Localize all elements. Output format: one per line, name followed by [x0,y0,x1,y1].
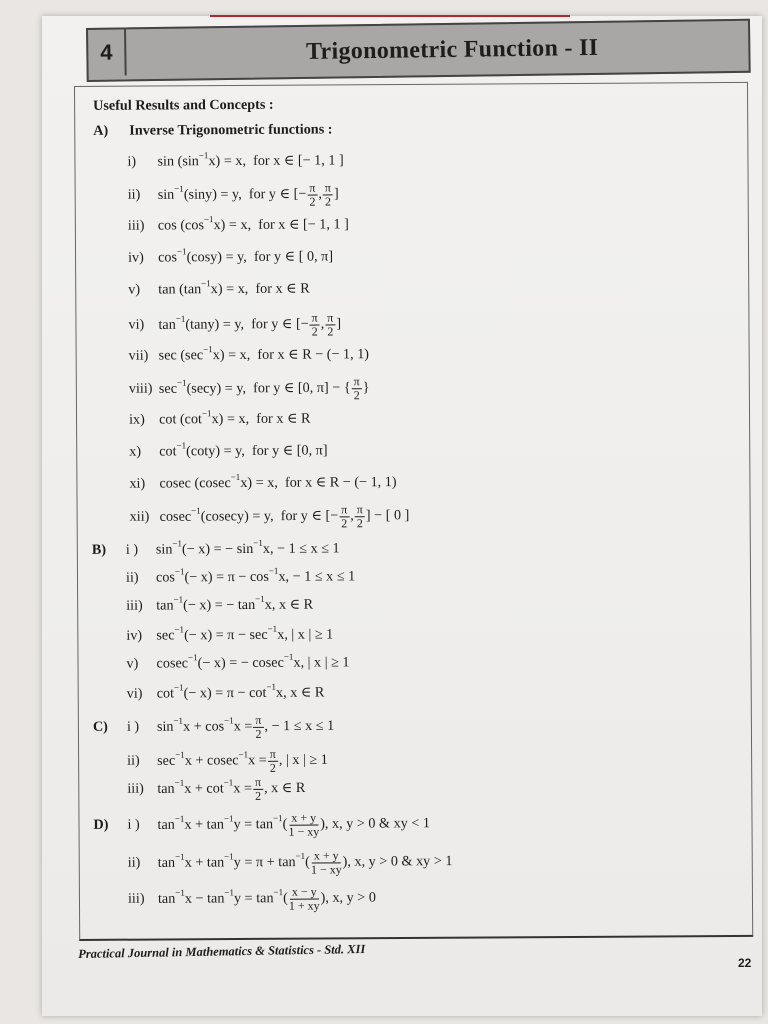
top-rule [210,15,570,17]
chapter-header [86,19,751,82]
formula-a-xi: xi) cosec (cosec$^{-1}$x) = x, for x ∈ R − (− 1, 1) [129,471,397,492]
section-b-label: B) [91,541,107,558]
formula-b-vi: vi) $\cot^{-1}(- x) = \pi - \cot^{-1}x$, x ∈ R [126,681,325,702]
formula-d-ii: ii) $\tan^{-1}x + \tan^{-1}y = \pi + \tan^{-1}$( $\frac{x + y}{1 - xy}$ ), x, y > 0 & xy > 1 [127,848,453,877]
formula-b-iii: iii) $\tan^{-1}(- x)$ = − $\tan^{-1}x$, x ∈ R [126,593,314,614]
useful-results-heading: Useful Results and Concepts : [93,96,274,114]
formula-a-x: x) $\cot^{-1}(\cot y) = y$, for y ∈ [0, π] [129,440,328,460]
formula-a-ii: ii) $\sin^{-1}(\sin y) = y$, for y ∈ [− $\frac{\pi}{2}$ , $\frac{\pi}{2}$ ] [127,180,339,209]
chapter-title: Trigonometric Function - II [305,34,599,65]
formula-c-iii: iii) $\tan^{-1}x + \cot^{-1}x$ = $\frac{\pi}{2}$ , x ∈ R [127,774,306,803]
formula-a-v: v) $\tan (\tan^{-1}x) = x$, for x ∈ R [128,278,310,298]
section-a-heading: A) Inverse Trigonometric functions : [93,121,333,139]
formula-a-vii: vii) $\sec (\sec^{-1}x) = x$, for x ∈ R − (− 1, 1) [128,344,370,364]
formula-b-iv: iv) $\sec^{-1}(- x) = \pi - \sec^{-1}x$, | x | ≥ 1 [126,623,334,644]
formula-a-iv: iv) $\cos^{-1}(\cos y) = y$, for y ∈ [ 0, π] [128,246,334,266]
page-number: 22 [738,956,752,970]
formula-c-ii: ii) $\sec^{-1}x + cosec^{-1}x$ = $\frac{\pi}{2}$ , | x | ≥ 1 [127,746,328,775]
formula-b-ii: ii) $\cos^{-1}(- x) = \pi - \cos^{-1}x$, − 1 ≤ x ≤ 1 [125,565,356,586]
section-c-label: C) [92,719,108,736]
formula-b-v: v) cosec$^{-1}$(− x) = − cosec$^{-1}$x, | x | ≥ 1 [126,651,350,672]
formula-b-i: B) i ) $\sin^{-1}(- x)$ = − $\sin^{-1}x$, − 1 ≤ x ≤ 1 [91,537,340,558]
formula-a-ix: ix) $\cot (\cot^{-1}x) = x$, for x ∈ R [128,408,311,428]
formula-a-iii: iii) $\cos (\cos^{-1}x) = x$, for x ∈ [− 1, 1 ] [127,214,349,234]
formula-a-viii: viii) $\sec^{-1}(\sec y) = y$, for y ∈ [0, π] − { $\frac{\pi}{2}$ } [128,374,370,402]
formula-a-xii: xii) cosec$^{-1}$(cosecy) = y, for y ∈ [− $\frac{\pi}{2}$ , $\frac{\pi}{2}$ ] − [ 0 ] [129,502,410,530]
formula-d-iii: iii) $\tan^{-1}x - \tan^{-1}y = \tan^{-1}$( $\frac{x - y}{1 + xy}$ ), x, y > 0 [127,884,376,913]
footer-journal-title: Practical Journal in Mathematics & Statistics - Std. XII [78,941,366,961]
chapter-number: 4 [88,29,127,76]
formula-a-i: i) $\sin (\sin^{-1}x) = x$, for x ∈ [− 1, 1 ] [127,150,344,170]
section-d-label: D) [93,817,109,834]
content-box [74,82,753,941]
formula-c-i: C) i ) $\sin^{-1}x + \cos^{-1}x$ = $\frac{\pi}{2}$ , − 1 ≤ x ≤ 1 [92,712,335,741]
formula-a-vi: vi) $\tan^{-1}(\tan y) = y$, for y ∈ [− $\frac{\pi}{2}$ , $\frac{\pi}{2}$ ] [128,310,342,339]
formula-d-i: D) i ) $\tan^{-1}x + \tan^{-1}y = \tan^{-1}$( $\frac{x + y}{1 - xy}$ ), x, y > 0 & xy < 1 [93,810,431,839]
